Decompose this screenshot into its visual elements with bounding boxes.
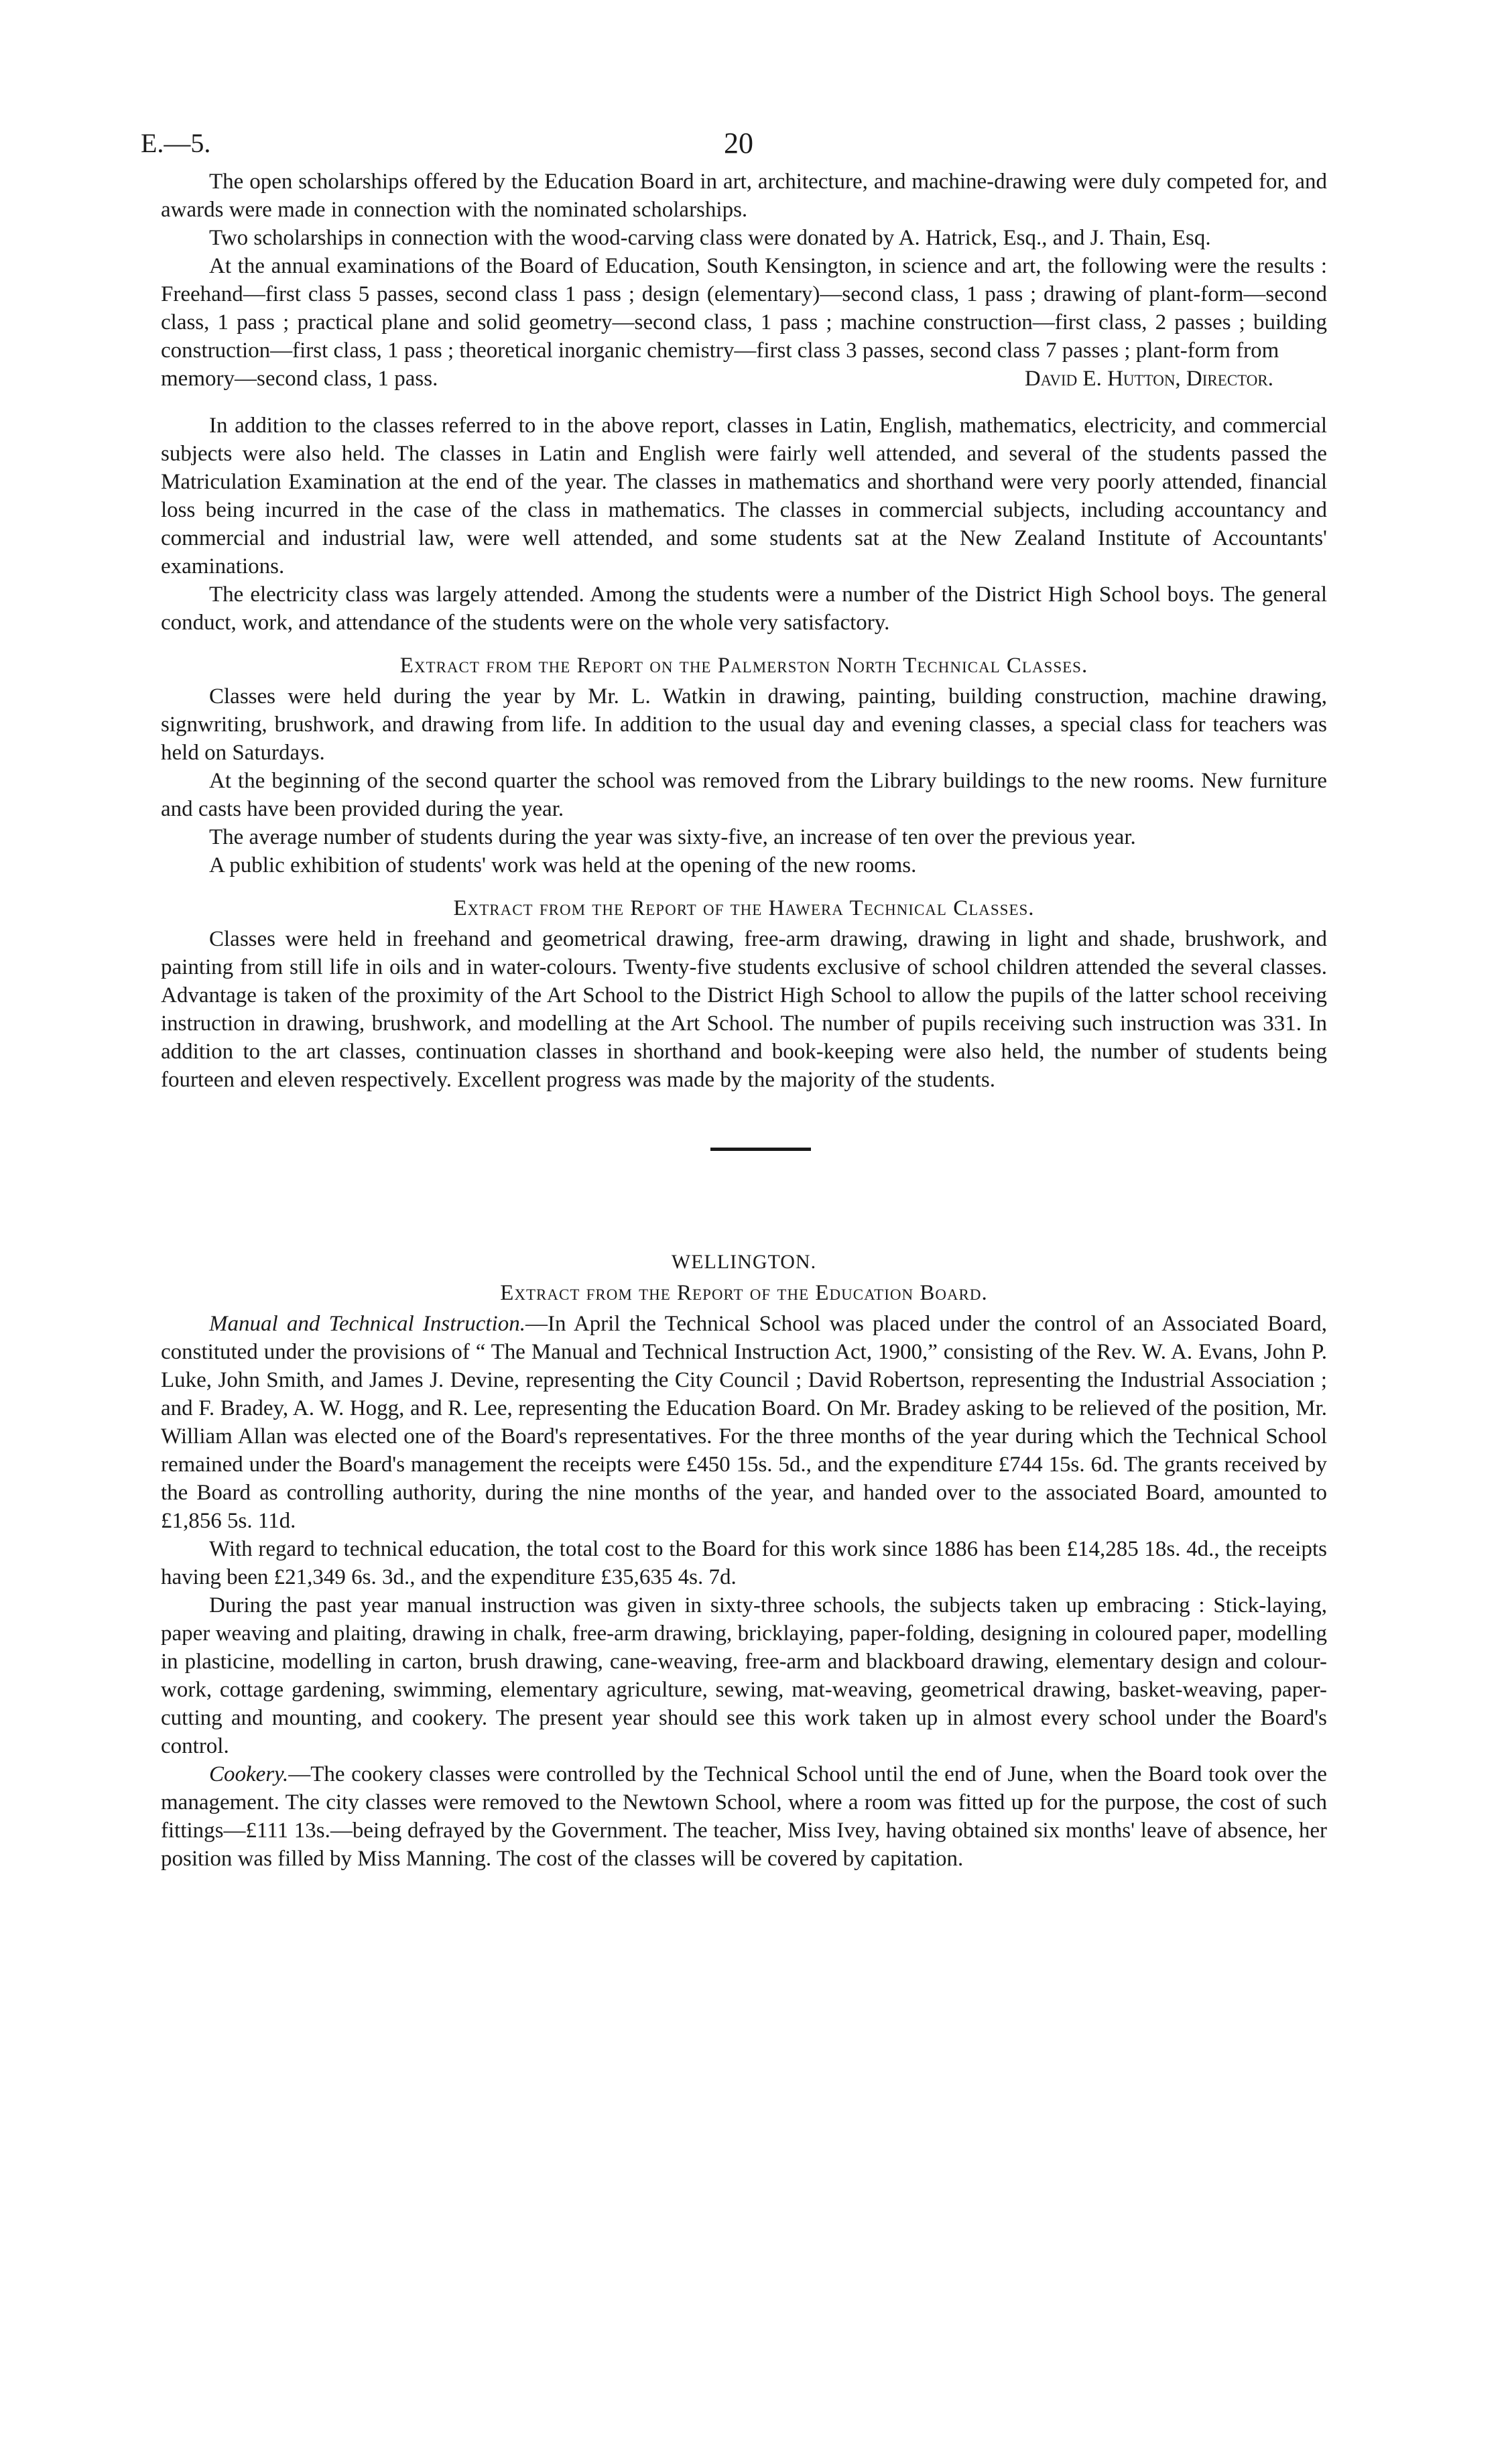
section-art-scholarships: [161, 168, 1327, 393]
paragraph: In addition to the classes referred to in the above report, classes in Latin, English, mathematics, electricity, and commercial subjects were also held. The classes in Latin and English were fairly well attended, and several of the students passed the Matriculation Examination at the end of the year. The classes in mathematics and shorthand were very poorly attended, financial loss being incurred in the case of the class in mathematics. The classes in commercial subjects, including accountancy and commercial and industrial law, were well attended, and some students sat at the New Zealand Institute of Accountants' examinations.: [161, 414, 1327, 578]
signature-line: [161, 365, 1327, 393]
section-divider: [161, 1094, 1327, 1248]
paragraph: [161, 1310, 1327, 1535]
paragraph: The electricity class was largely attended. Among the students were a number of the District High School boys. The general conduct, work, and attendance of the students were on the whole very satisfactory.: [161, 582, 1327, 635]
section-hawera: [161, 894, 1327, 1094]
section-palmerston-north: [161, 652, 1327, 879]
document-page: [141, 114, 1328, 1873]
section-heading: Extract from the Report on the Palmerston North Technical Classes.: [399, 654, 1088, 678]
run-in-heading: Manual and Technical Instruction.: [209, 1312, 525, 1336]
paragraph: Classes were held in freehand and geometrical drawing, free-arm drawing, drawing in light and shade, brushwork, and painting from still life in oils and in water-colours. Twenty-five students exclusive of school children attended the several classes. Advantage is taken of the proximity of the Art School to the District High School to allow the pupils of the latter school receiving instruction in drawing, brushwork, and modelling at the Art School. The number of pupils receiving such instruction was 331. In addition to the art classes, continuation classes in shorthand and book-keeping were also held, the number of students being fourteen and eleven respectively. Excellent progress was made by the majority of the students.: [161, 927, 1327, 1092]
paragraph: With regard to technical education, the total cost to the Board for this work since 1886 has been £14,285 18s. 4d., the receipts having been £21,349 6s. 3d., and the expenditure £35,635 4s. 7d.: [161, 1537, 1327, 1589]
paragraph-text: —The cookery classes were controlled by the Technical School until the end of June, when the Board took over the management. The city classes were removed to the Newtown School, where a room was fitted up for the purpose, the cost of such fittings—£111 13s.—being defrayed by the Government. The teacher, Miss Ivey, having obtained six months' leave of absence, her position was filled by Miss Manning. The cost of the classes will be covered by capitation.: [161, 1762, 1327, 1871]
paragraph: The average number of students during the year was sixty-five, an increase of ten over the previous year.: [209, 825, 1136, 849]
paragraph: [161, 1760, 1327, 1873]
section-additional-classes: [161, 412, 1327, 637]
paragraph: At the beginning of the second quarter the school was removed from the Library buildings to the new rooms. New furniture and casts have been provided during the year.: [161, 769, 1327, 821]
section-title: WELLINGTON.: [671, 1251, 817, 1273]
section-wellington: [161, 1248, 1327, 1873]
page-header: [141, 114, 1327, 168]
signature-name: David E. Hutton, Director.: [1024, 367, 1273, 391]
page-number: 20: [724, 127, 753, 160]
section-heading: Extract from the Report of the Hawera Technical Classes.: [453, 896, 1035, 920]
signature-line-text: memory—second class, 1 pass.: [161, 367, 438, 391]
run-in-heading: Cookery.: [209, 1762, 289, 1786]
paragraph: Classes were held during the year by Mr. L. Watkin in drawing, painting, building construction, machine drawing, signwriting, brushwork, and drawing from life. In addition to the usual day and evening classes, a special class for teachers was held on Saturdays.: [161, 684, 1327, 765]
paragraph: Two scholarships in connection with the wood-carving class were donated by A. Hatrick, Esq., and J. Thain, Esq.: [209, 226, 1211, 250]
paragraph: The open scholarships offered by the Education Board in art, architecture, and machine-drawing were duly competed for, and awards were made in connection with the nominated scholarships.: [161, 170, 1327, 222]
paragraph: A public exhibition of students' work was held at the opening of the new rooms.: [209, 853, 917, 877]
paragraph: At the annual examinations of the Board of Education, South Kensington, in science and art, the following were the results : Freehand—first class 5 passes, second class 1 pass ; design (elementary)—second class, 1 pass ; drawing of plant-form—second class, 1 pass ; practical plane and solid geometry—second class, 1 pass ; machine construction—first class, 2 passes ; building construction—first class, 1 pass ; theoretical inorganic chemistry—first class 3 passes, second class 7 passes ; plant-form from: [161, 254, 1327, 363]
report-code: E.—5.: [141, 128, 211, 158]
section-heading: Extract from the Report of the Education Board.: [500, 1281, 988, 1305]
paragraph: During the past year manual instruction was given in sixty-three schools, the subjects taken up embracing : Stick-laying, paper weaving and plaiting, drawing in chalk, free-arm drawing, bricklaying, paper-folding, designing in coloured paper, modelling in plasticine, modelling in carton, brush drawing, cane-weaving, free-arm and blackboard drawing, elementary design and colour-work, cottage gardening, swimming, elementary agriculture, sewing, mat-weaving, geometrical drawing, basket-weaving, paper-cutting and mounting, and cookery. The present year should see this work taken up in almost every school under the Board's control.: [161, 1593, 1327, 1758]
paragraph-text: —In April the Technical School was placed under the control of an Associated Board, constituted under the provisions of “ The Manual and Technical Instruction Act, 1900,” consisting of the Rev. W. A. Evans, John P. Luke, John Smith, and James J. Devine, representing the City Council ; David Robertson, representing the Industrial Association ; and F. Bradey, A. W. Hogg, and R. Lee, representing the Education Board. On Mr. Bradey asking to be relieved of the position, Mr. William Allan was elected one of the Board's representatives. For the three months of the year during which the Technical School remained under the Board's management the receipts were £450 15s. 5d., and the expenditure £744 15s. 6d. The grants received by the Board as controlling authority, during the nine months of the year, and handed over to the associated Board, amounted to £1,856 5s. 11d.: [161, 1312, 1328, 1533]
horizontal-rule: [710, 1148, 811, 1151]
